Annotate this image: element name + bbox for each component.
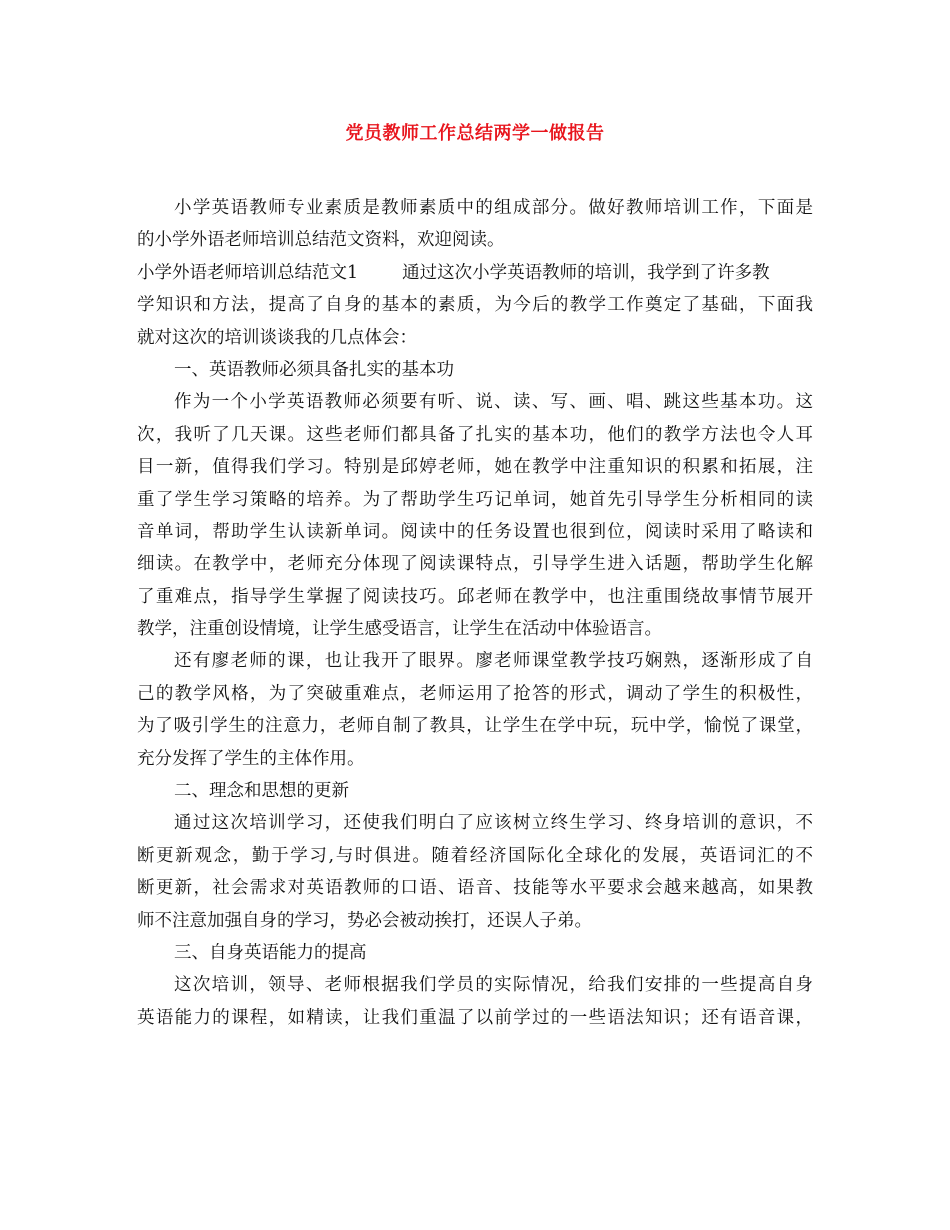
paragraph-line	[137, 257, 813, 289]
paragraph-line: 为了吸引学生的注意力，老师自制了教具，让学生在学中玩，玩中学，愉悦了课堂，	[137, 716, 813, 737]
sample-heading: 小学外语老师培训总结范文1	[137, 262, 359, 283]
paragraph-line: 次，我听了几天课。这些老师们都具备了扎实的基本功，他们的教学方法也令人耳	[137, 424, 813, 445]
paragraph-line: 师不注意加强自身的学习，势必会被动挨打，还误人子弟。	[137, 910, 592, 931]
paragraph-line: 英语能力的课程，如精读，让我们重温了以前学过的一些语法知识；还有语音课，	[137, 1007, 813, 1028]
section-heading: 三、自身英语能力的提高	[174, 942, 367, 963]
paragraph-line: 目一新，值得我们学习。特别是邱婷老师，她在教学中注重知识的积累和拓展，注	[137, 457, 813, 478]
paragraph-line: 小学英语教师专业素质是教师素质中的组成部分。做好教师培训工作，下面是	[174, 198, 813, 218]
paragraph-text: 通过这次小学英语教师的培训，我学到了许多教	[402, 262, 770, 283]
paragraph-line: 学知识和方法，提高了自身的基本的素质，为今后的教学工作奠定了基础，下面我	[137, 295, 813, 316]
paragraph-line: 充分发挥了学生的主体作用。	[137, 748, 365, 769]
paragraph-line: 教学，注重创设情境，让学生感受语言，让学生在活动中体验语言。	[137, 619, 662, 640]
paragraph-line: 重了学生学习策略的培养。为了帮助学生巧记单词，她首先引导学生分析相同的读	[137, 489, 813, 510]
paragraph-line: 就对这次的培训谈谈我的几点体会：	[137, 327, 417, 348]
paragraph-line: 这次培训，领导、老师根据我们学员的实际情况，给我们安排的一些提高自身	[174, 975, 813, 996]
paragraph-line: 断更新观念，勤于学习,与时俱进。随着经济国际化全球化的发展，英语词汇的不	[137, 845, 813, 866]
paragraph-line: 的小学外语老师培训总结范文资料，欢迎阅读。	[137, 230, 505, 251]
paragraph-line: 断更新，社会需求对英语教师的口语、语音、技能等水平要求会越来越高，如果教	[137, 878, 813, 899]
section-heading: 二、理念和思想的更新	[174, 781, 349, 802]
section-heading: 一、英语教师必须具备扎实的基本功	[174, 359, 454, 380]
paragraph-line: 细读。在教学中，老师充分体现了阅读课特点，引导学生进入话题，帮助学生化解	[137, 554, 813, 575]
paragraph-line: 作为一个小学英语教师必须要有听、说、读、写、画、唱、跳这些基本功。这	[174, 392, 813, 413]
document-title: 党员教师工作总结两学一做报告	[345, 123, 605, 144]
paragraph-line: 音单词，帮助学生认读新单词。阅读中的任务设置也很到位，阅读时采用了略读和	[137, 521, 813, 542]
paragraph-line: 还有廖老师的课，也让我开了眼界。廖老师课堂教学技巧娴熟，逐渐形成了自	[174, 651, 813, 672]
paragraph-line: 了重难点，指导学生掌握了阅读技巧。邱老师在教学中，也注重围绕故事情节展开	[137, 586, 813, 607]
paragraph-line: 己的教学风格，为了突破重难点，老师运用了抢答的形式，调动了学生的积极性，	[137, 683, 813, 704]
document-body	[137, 192, 813, 1034]
paragraph-line: 通过这次培训学习，还使我们明白了应该树立终生学习、终身培训的意识，不	[174, 813, 813, 834]
